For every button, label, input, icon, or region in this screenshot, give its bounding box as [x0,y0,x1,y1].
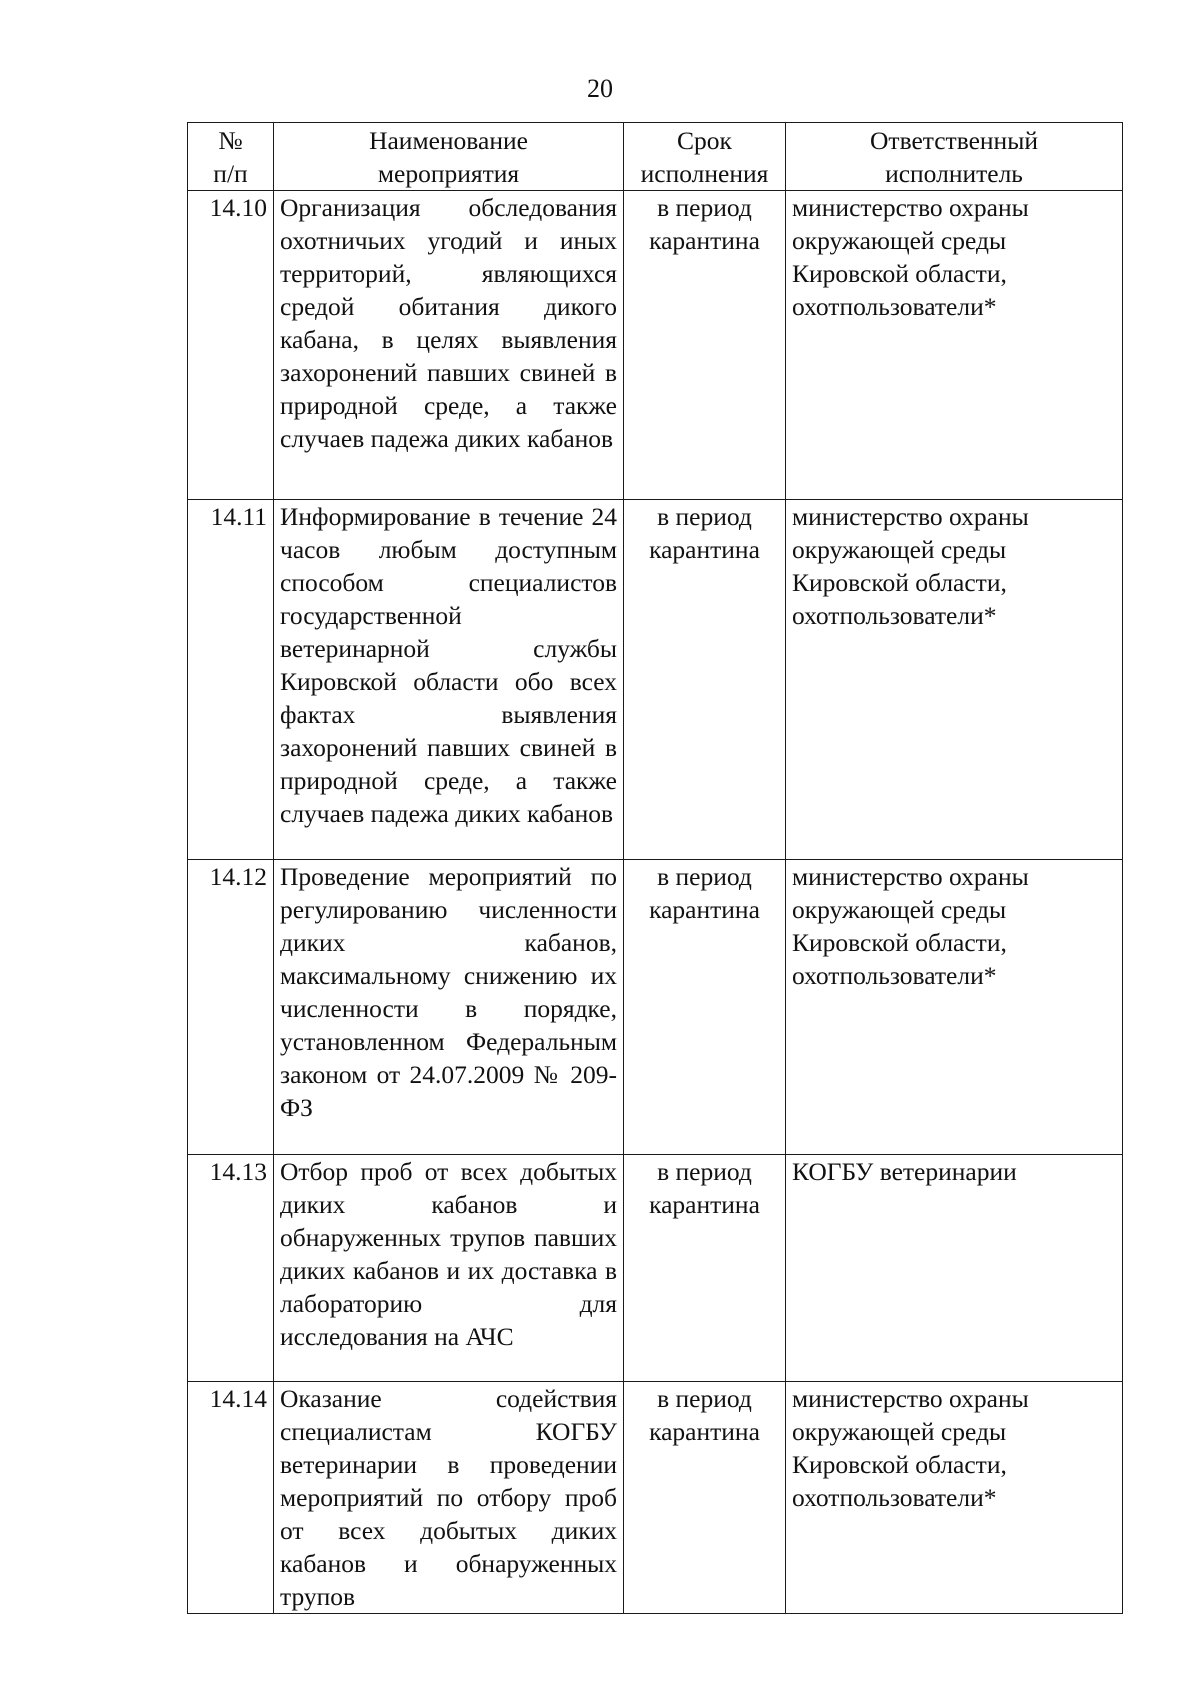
table-row [188,500,1123,860]
measure-name: Оказание содействия специалистам КОГБУ ветеринарии в проведении мероприятий по отбору проб от всех добытых диких кабанов и обнаруженных трупов [274,1382,624,1614]
measure-term: в период карантина [624,1382,786,1614]
measure-term: в период карантина [624,1155,786,1382]
header-responsible [786,123,1123,191]
measures-table [187,122,1123,1614]
measure-term: в период карантина [624,500,786,860]
row-number: 14.11 [188,500,274,860]
measure-responsible: министерство охраны окружающей среды Кировской области, охотпользователи* [786,191,1123,500]
header-responsible-line1: Ответственный [870,126,1038,155]
table-header [188,123,1123,191]
header-number-line1: № [218,126,243,155]
row-number: 14.14 [188,1382,274,1614]
table-row [188,1382,1123,1614]
header-number [188,123,274,191]
table-row [188,1155,1123,1382]
header-term-line1: Срок [677,126,732,155]
row-number: 14.12 [188,860,274,1155]
measure-name: Проведение мероприятий по регулированию численности диких кабанов, максимальному снижению их численности в порядке, установленном Федеральным законом от 24.07.2009 № 209-ФЗ [274,860,624,1155]
header-responsible-line2: исполнитель [885,159,1023,188]
measure-responsible: КОГБУ ветеринарии [786,1155,1123,1382]
measure-name: Отбор проб от всех добытых диких кабанов и обнаруженных трупов павших диких кабанов и их доставка в лабораторию для исследования на АЧС [274,1155,624,1382]
measure-responsible: министерство охраны окружающей среды Кировской области, охотпользователи* [786,1382,1123,1614]
header-name-line1: Наименование [369,126,528,155]
measure-name: Организация обследования охотничьих угодий и иных территорий, являющихся средой обитания дикого кабана, в целях выявления захоронений павших свиней в природной среде, а также случаев падежа диких кабанов [274,191,624,500]
header-name [274,123,624,191]
header-name-line2: мероприятия [377,159,520,188]
page-number: 20 [587,74,613,103]
table-body [188,191,1123,1614]
row-number: 14.13 [188,1155,274,1382]
header-number-line2: п/п [213,159,248,188]
measure-term: в период карантина [624,860,786,1155]
measure-name: Информирование в течение 24 часов любым доступным способом специалистов государственной ветеринарной службы Кировской области обо всех фактах выявления захоронений павших свиней в природной среде, а также случаев падежа диких кабанов [274,500,624,860]
measure-term: в период карантина [624,191,786,500]
header-term [624,123,786,191]
row-number: 14.10 [188,191,274,500]
table-row [188,860,1123,1155]
header-row [188,123,1123,191]
header-term-line2: исполнения [640,159,769,188]
table-row [188,191,1123,500]
measure-responsible: министерство охраны окружающей среды Кировской области, охотпользователи* [786,500,1123,860]
measure-responsible: министерство охраны окружающей среды Кировской области, охотпользователи* [786,860,1123,1155]
